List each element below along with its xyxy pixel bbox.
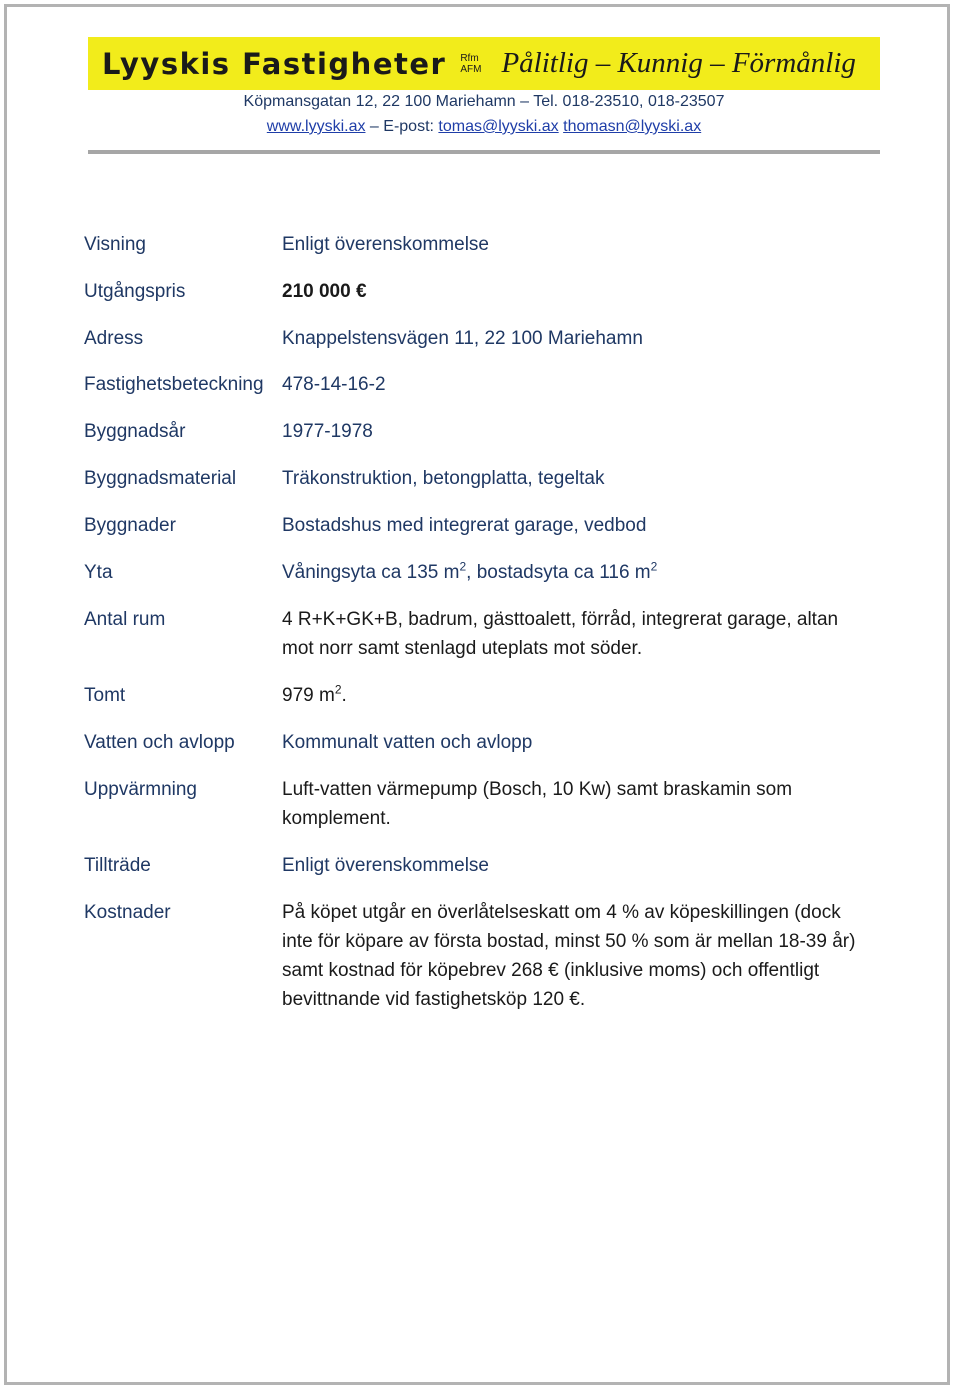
- value-yta: Våningsyta ca 135 $m^2$, bostadsyta ca 116 $m^2$: [282, 559, 658, 583]
- label-uppvarmning: Uppvärmning: [84, 779, 197, 800]
- label-yta: Yta: [84, 562, 113, 583]
- value-byggnadsmaterial: Träkonstruktion, betongplatta, tegeltak: [282, 468, 605, 489]
- label-visning: Visning: [84, 234, 146, 255]
- label-tomt: Tomt: [84, 685, 126, 706]
- label-vatten-och-avlopp: Vatten och avlopp: [84, 732, 235, 753]
- label-adress: Adress: [84, 328, 144, 349]
- label-utgangspris: Utgångspris: [84, 281, 186, 302]
- header-banner: [88, 37, 880, 90]
- value-byggnader: Bostadshus med integrerat garage, vedbod: [282, 515, 647, 536]
- email-link-tomas[interactable]: tomas@lyyski.ax: [438, 118, 559, 135]
- value-kostnader: På köpet utgår en överlåtelseskatt om 4 % av köpeskillingen (dock inte för köpare av första bostad, minst 50 % som är mellan 18-39 år) samt kostnad för köpebrev 268 € (inklusive moms) och offentligt bevittnande vid fastighetsköp 120 €.: [282, 902, 856, 1010]
- label-byggnadsmaterial: Byggnadsmaterial: [84, 468, 237, 489]
- label-tilltrade: Tillträde: [84, 855, 151, 876]
- address-line: Köpmansgatan 12, 22 100 Mariehamn – Tel. 018-23510, 018-23507: [243, 93, 725, 110]
- value-vatten-och-avlopp: Kommunalt vatten och avlopp: [282, 732, 533, 753]
- company-logo: Lyyskis Fastigheter: [102, 46, 447, 81]
- label-kostnader: Kostnader: [84, 902, 171, 923]
- value-adress: Knappelstensvägen 11, 22 100 Mariehamn: [282, 328, 643, 349]
- value-visning: Enligt överenskommelse: [282, 234, 489, 255]
- header-divider: [88, 150, 880, 154]
- website-link[interactable]: www.lyyski.ax: [266, 118, 366, 135]
- value-tomt: 979 $m^2$.: [282, 682, 347, 706]
- value-tilltrade: Enligt överenskommelse: [282, 855, 489, 876]
- value-uppvarmning: Luft-vatten värmepump (Bosch, 10 Kw) samt braskamin som komplement.: [282, 779, 793, 829]
- web-contact-line: www.lyyski.ax – E-post: tomas@lyyski.ax thomasn@lyyski.ax: [266, 118, 702, 135]
- value-utgangspris: 210 000 €: [282, 281, 367, 302]
- label-antal-rum: Antal rum: [84, 609, 166, 630]
- rfm-afm-badge: Rfm AFM: [460, 52, 482, 75]
- value-byggnadsar: 1977-1978: [282, 421, 373, 442]
- label-fastighetsbeteckning: Fastighetsbeteckning: [84, 374, 264, 395]
- label-byggnadsar: Byggnadsår: [84, 421, 186, 442]
- value-antal-rum: 4 R+K+GK+B, badrum, gästtoalett, förråd, integrerat garage, altan mot norr samt stenlagd uteplats mot söder.: [282, 609, 839, 659]
- slogan: Pålitlig – Kunnig – Förmånlig: [501, 47, 856, 79]
- value-fastighetsbeteckning: 478-14-16-2: [282, 374, 386, 395]
- email-link-thomasn[interactable]: thomasn@lyyski.ax: [563, 118, 702, 135]
- label-byggnader: Byggnader: [84, 515, 176, 536]
